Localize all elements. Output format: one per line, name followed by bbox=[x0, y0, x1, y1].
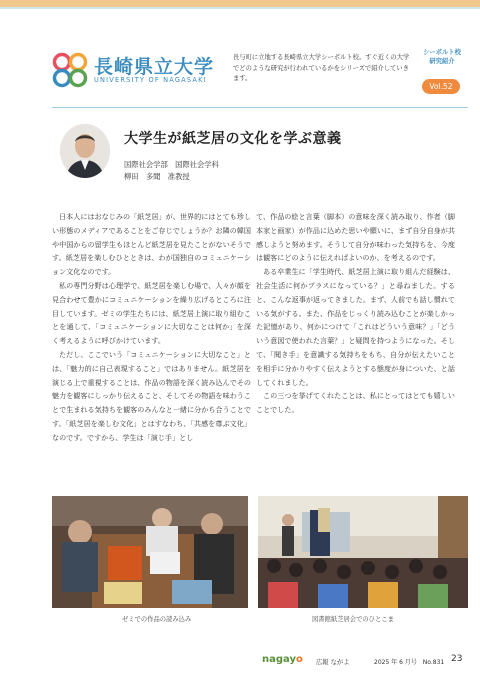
issue-info: 2025 年 6 月号 No.831 bbox=[374, 659, 445, 666]
series-label bbox=[416, 48, 468, 66]
series-label-line2: 研究紹介 bbox=[429, 58, 455, 65]
article-column-right bbox=[256, 210, 455, 417]
photo-caption-library: 図書館紙芝居会でのひとこま bbox=[312, 616, 394, 623]
paragraph: ただし、ここでいう「コミュニケーションに大切なこと」とは、「魅力的に自己表現すること」ではありません。紙芝居を演じる上で重視することは、作品の物語を深く読み込んでその魅力を観客にしっかり伝えること、そしてその物語を味わうことで生まれる気持ちを観客のみんなと一緒に分かち合うことです。「紙芝居を楽しむ文化」とはすなわち、「共感を尊ぶ文化」なのです。ですから、学生は「演じ手」とし bbox=[52, 349, 251, 442]
photo-caption-seminar: ゼミでの作品の読み込み bbox=[122, 616, 192, 623]
magazine-logo-accent: o bbox=[295, 654, 303, 665]
magazine-name: 広報 ながよ bbox=[316, 659, 350, 666]
series-intro: 長与町に立地する長崎県立大学シーボルト校。すぐ近くの大学でどのような研究が行われているかをシリーズで紹介していきます。 bbox=[233, 54, 410, 82]
author-department: 国際社会学部 国際社会学科 bbox=[124, 160, 219, 169]
author-name: 柳田 多聞 准教授 bbox=[124, 172, 190, 181]
paragraph: この三つを挙げてくれたことは、私にとってはとても嬉しいことでした。 bbox=[256, 391, 455, 415]
magazine-logo bbox=[262, 654, 303, 665]
paragraph: て、作品の絵と言葉（脚本）の意味を深く読み取り、作者（脚本家と画家）が作品に込めた思いや願いに、まず自分自身が共感しようと努めます。そうして自分が味わった気持ちを、今度は観客にどのように伝えればよいのか、を考えるのです。 bbox=[256, 212, 455, 263]
article-title: 大学生が紙芝居の文化を学ぶ意義 bbox=[124, 131, 342, 147]
top-stripe bbox=[0, 0, 480, 7]
seminar-photo bbox=[52, 496, 248, 608]
header-divider bbox=[52, 107, 468, 108]
university-name: 長崎県立大学 bbox=[94, 56, 215, 78]
paragraph: 私の専門分野は心理学で、紙芝居を楽しむ場で、人々が顔を見合わせて豊かにコミュニケーションを繰り広げるところに注目しています。ゼミの学生たちには、紙芝居上演に取り組むことを通して、「コミュニケーションに大切なことは何か」を深く考えるように呼びかけています。 bbox=[52, 280, 251, 346]
vol-badge: Vol.52 bbox=[422, 79, 460, 94]
author-portrait bbox=[60, 124, 110, 178]
paragraph: 日本人にはおなじみの「紙芝居」が、世界的にはとても珍しい形態のメディアであることをご存じでしょうか？お隣の韓国や中国からの留学生もほとんど紙芝居を見たことがないそうです。紙芝居を楽しむひとときは、わが国独自のコミュニケーション文化なのです。 bbox=[52, 212, 251, 277]
paragraph: ある卒業生に「学生時代、紙芝居上演に取り組んだ経験は、社会生活に何かプラスになっている？」と尋ねました。すると、こんな返事が返ってきました。まず、人前でも話し慣れている気がする。また、作品をじっくり読み込むことが楽しかった記憶があり、何かにつけて「これはどういう意味？」「どういう意図で使われた言葉？」と疑問を持つようになった。そして、「聞き手」を意識する気持ちをもち、自分が伝えたいことを相手に分かりやすく伝えようとする態度が身についた、と話してくれました。 bbox=[256, 267, 455, 387]
magazine-logo-main: nagay bbox=[262, 654, 296, 665]
series-label-line1: シーボルト校 bbox=[423, 49, 461, 56]
university-logo bbox=[52, 52, 88, 88]
university-name-en: UNIVERSITY OF NAGASAKI bbox=[94, 76, 207, 84]
article-column-left bbox=[52, 210, 251, 445]
top-stripe-accent bbox=[0, 7, 480, 9]
library-event-photo bbox=[258, 496, 468, 608]
page-number: 23 bbox=[451, 654, 463, 664]
